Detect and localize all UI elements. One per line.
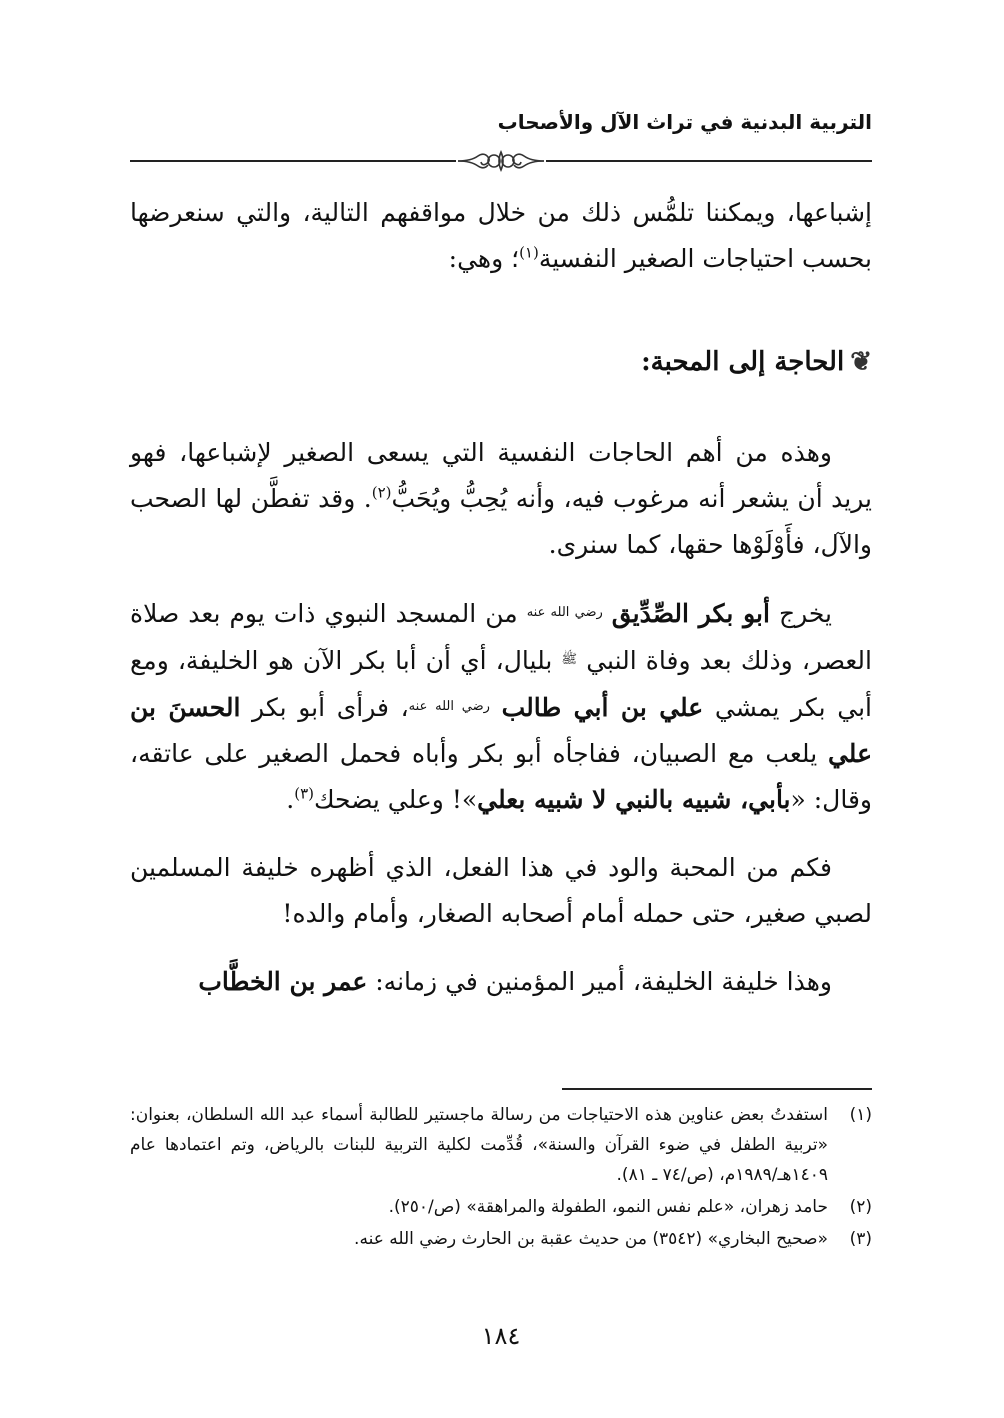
paragraph-5-text: وهذا خليفة الخليفة، أمير المؤمنين في زمانه: <box>367 967 832 996</box>
footnote-ref-2[interactable]: (٢) <box>371 483 392 502</box>
paragraph-2-text-a: وهذه من أهم الحاجات النفسية التي يسعى الصغير لإشباعها، فهو يريد أن يشعر أنه مرغوب فيه، وأنه يُحِبُّ ويُحَبُّ <box>130 438 872 513</box>
paragraph-4-text: فكم من المحبة والود في هذا الفعل، الذي أظهره خليفة المسلمين لصبي صغير، حتى حمله أمام أصحابه الصغار، وأمام والده! <box>130 853 872 928</box>
paragraph-3-text-a: يخرج <box>769 599 832 628</box>
paragraph-3-text-c: بليال، أي أن أبا بكر الآن هو الخليفة، ومع أبي بكر يمشي <box>130 646 872 722</box>
section-heading-text: الحاجة إلى المحبة: <box>641 347 845 377</box>
footnote-rule <box>562 1088 872 1090</box>
running-header: التربية البدنية في تراث الآل والأصحاب <box>497 110 872 134</box>
name-umar: عمر بن الخطَّاب <box>198 967 368 996</box>
honorific-3: رضي الله عنه <box>408 699 490 714</box>
paragraph-2 <box>130 430 872 568</box>
fleuron-icon: ❦ <box>850 347 872 377</box>
paragraph-3-text-e: يلعب مع الصبيان، ففاجأه أبو بكر وأباه فحمل الصغير على عاتقه، وقال: « <box>130 739 872 814</box>
paragraph-5 <box>130 959 872 1005</box>
footnote-text: حامد زهران، «علم نفس النمو، الطفولة والمراهقة» (ص/٢٥٠). <box>388 1197 828 1217</box>
section-heading <box>130 342 872 382</box>
footnote-ref-1[interactable]: (١) <box>519 243 539 262</box>
footnotes <box>130 1100 872 1256</box>
paragraph-1-text: إشباعها، ويمكننا تلمُّس ذلك من خلال مواقفهم التالية، والتي سنعرضها بحسب احتياجات الصغير النفسية <box>130 198 872 273</box>
quote-text: بأبي، شبيه بالنبي لا شبيه بعلي <box>477 785 791 814</box>
paragraph-3-end: . <box>286 785 295 814</box>
footnote-2 <box>130 1192 872 1222</box>
honorific-1: رضي الله عنه <box>526 605 603 620</box>
footnote-number: (٣) <box>849 1229 872 1249</box>
footnote-text: استفدتُ بعض عناوين هذه الاحتياجات من رسالة ماجستير للطالبة أسماء عبد الله السلطان، بعنوان: «تربية الطفل في ضوء القرآن والسنة»، قُدِّمت لكلية التربية للبنات بالرياض، وتم اعتمادها عام ١٤٠٩هـ/١٩٨٩م، (ص/٧٤ ـ ٨١). <box>130 1105 828 1185</box>
footnote-text: «صحيح البخاري» (٣٥٤٢) من حديث عقبة بن الحارث رضي الله عنه. <box>354 1229 828 1249</box>
honorific-2: ﷺ <box>561 652 578 667</box>
name-abu-bakr: أبو بكر الصِّدِّيق <box>611 599 770 628</box>
paragraph-1 <box>130 190 872 282</box>
page-number: ١٨٤ <box>481 1322 521 1350</box>
paragraph-3-text-b: من المسجد النبوي ذات يوم بعد صلاة العصر، وذلك بعد وفاة النبي <box>130 599 872 675</box>
footnote-number: (٢) <box>849 1197 872 1217</box>
name-ali: علي بن أبي طالب <box>501 693 704 722</box>
body-text <box>130 190 872 1005</box>
paragraph-3 <box>130 590 872 823</box>
footnote-ref-3[interactable]: (٣) <box>294 784 314 803</box>
paragraph-3-text-d: ، فرأى أبو بكر <box>240 693 409 722</box>
footnote-3 <box>130 1224 872 1254</box>
footnote-1 <box>130 1100 872 1190</box>
paragraph-3-text-f: »! وعلي يضحك <box>313 785 478 814</box>
paragraph-4 <box>130 845 872 937</box>
ornament-icon <box>456 146 546 176</box>
paragraph-2-text-b: . وقد تفطَّن لها الصحب والآل، فأَوْلَوْها حقها، كما سنرى. <box>130 484 872 559</box>
name-hasan: الحسنَ بن علي <box>130 693 872 768</box>
paragraph-1-tail: ؛ وهي: <box>448 244 520 273</box>
footnote-number: (١) <box>849 1105 872 1125</box>
book-page <box>130 0 872 1418</box>
